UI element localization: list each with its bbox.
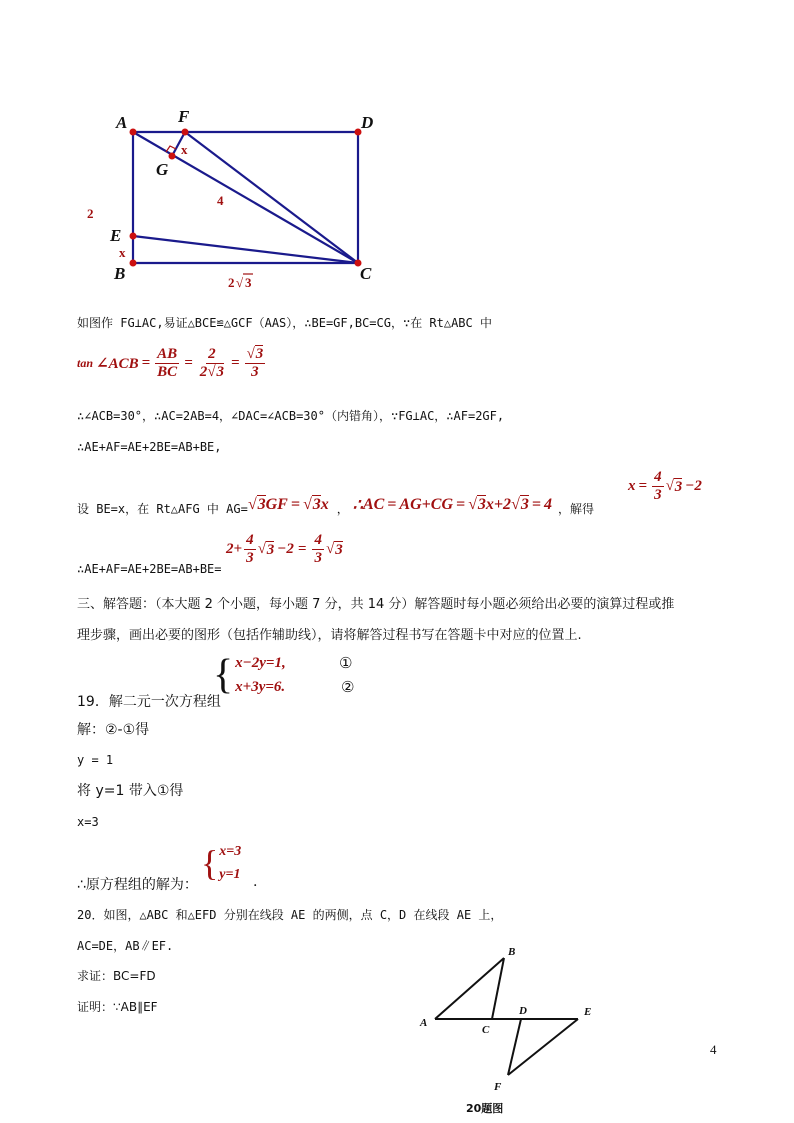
line-fg-perp: 如图作 FG⊥AC,易证△BCE≌△GCF（AAS），∴BE=GF,BC=CG，∵在 Rt△ABC 中 [77,316,492,330]
final-den2: 3 [314,550,322,566]
tan-frac2-den [198,364,226,380]
final-a: 2+ [226,541,243,557]
conclusion: ∴原方程组的解为： [77,877,198,893]
tan-eq1: = [141,355,151,371]
solution-eqs [219,840,241,886]
final-num1: 4 [246,532,254,548]
root-sign [468,496,477,514]
label-b: B [114,264,126,283]
system-brace: { [213,652,234,698]
label-e: E [110,226,122,245]
ag-rad2: 3 [312,496,321,513]
final-num2: 4 [314,532,322,548]
tan-frac3-den: 3 [251,364,259,380]
fig2-caption: 20题图 [466,1102,504,1115]
ac-x-plus: x+2 [485,495,512,513]
label-a: A [116,113,128,132]
fig2-label-b: B [508,946,516,958]
ac-eq1: = [387,495,397,513]
point-e [130,233,137,240]
final-expr [226,533,343,566]
q19-prompt: 19．解二元一次方程组 [77,694,221,710]
system-eq1: x−2y=1, [235,655,286,671]
solution-x: x=3 [219,844,242,859]
root-sign [303,496,312,514]
conclusion-period: . [253,874,258,890]
ag-expr [248,495,329,514]
sol-intro: 解：②-①得 [77,722,150,738]
root-sign [258,541,266,558]
section3-heading: 三、解答题：（本大题 2 个小题，每小题 7 分，共 14 分）解答题时每小题必须给出必要的演算过程或推 [77,597,675,612]
let-be-sep: ， [336,502,349,516]
tan-frac1-num: AB [157,346,178,362]
ag-x: x [320,495,329,513]
q20-prompt: 20．如图，△ABC 和△EFD 分别在线段 AE 的两侧，点 C，D 在线段 AE 上， [77,908,503,922]
tan-eq2: = [184,355,193,371]
tan-frac3-num [245,347,266,364]
let-be-post: ，解得 [557,502,594,516]
seg-ec [133,236,358,263]
solve-tail: −2 [685,478,702,494]
line-let-be [77,495,594,517]
label-f: F [178,107,190,126]
fig2-label-f: F [494,1081,502,1093]
system-eq2: x+3y=6. [235,679,286,695]
q20-proof: 证明：∵AB∥EF [77,1000,158,1014]
section3-instructions: 理步骤，画出必要的图形（包括作辅助线），请将解答过程书写在答题卡中对应的位置上. [77,628,582,643]
solution-y: y=1 [219,867,241,882]
final-rad1: 3 [266,541,275,558]
figure-rectangle [70,100,400,300]
label-g: G [156,160,169,179]
ac-lhs: AC [362,495,385,513]
tan-formula [77,347,267,380]
substitute: 将 y=1 带入①得 [77,783,184,799]
ac-expr [353,495,552,515]
ac-eq2: = [456,495,466,513]
system-mark2: ② [341,678,355,696]
ac-rhs: 4 [543,495,552,513]
measure-eb: x [119,245,126,260]
line-ae-af-2: ∴AE+AF=AE+2BE=AB+BE= [77,562,222,576]
root-sign [247,346,255,362]
equation-system [213,651,286,699]
solve-frac [652,470,664,503]
solve-eq: = [638,478,648,494]
tan-eq3: = [230,355,240,371]
solve-den: 3 [654,487,662,503]
ag-eq: = [290,495,300,513]
figure-q20 [410,940,610,1120]
fig2-label-e: E [584,1006,592,1018]
tan-frac2-rad: 3 [216,364,224,380]
system-eqs [235,651,286,699]
measure-ab: 2 [87,206,94,221]
final-eq: = [297,541,307,557]
seg-fc [185,132,358,263]
root-sign [326,541,334,558]
q20-given: AC=DE，AB∥EF. [77,939,174,953]
point-b [130,260,137,267]
measure-ag: x [181,142,188,157]
system-mark1: ① [339,654,353,672]
solve-rad: 3 [674,478,683,495]
measure-bc-coef: 2 [228,275,235,290]
x-result: x=3 [77,815,99,829]
y-result: y = 1 [77,753,114,767]
solution-brace: { [201,843,219,883]
tan-angle: ∠ACB [96,356,139,372]
fig2-label-c: C [482,1024,490,1036]
tan-frac2-coef: 2 [199,364,208,380]
solve-lhs: x [628,478,636,494]
tan-frac2-num: 2 [208,346,216,362]
measure-gc: 4 [217,193,224,208]
root-sign [248,496,257,514]
label-d: D [361,113,374,132]
ag-gf: GF [265,495,288,513]
fig2-label-a: A [420,1017,428,1029]
final-rad2: 3 [335,541,343,558]
line-ae-af-1: ∴AE+AF=AE+2BE=AB+BE, [77,440,222,454]
tan-frac-ab-bc [155,347,179,380]
label-c: C [360,264,372,283]
solve-num: 4 [654,469,662,485]
final-b: −2 [277,541,294,557]
final-den1: 3 [246,550,254,566]
measure-bc-root: √ [236,275,244,290]
ac-therefore: ∴ [352,496,363,514]
ag-rad: 3 [257,496,266,513]
point-g [169,153,176,160]
line-acb-30: ∴∠ACB=30°，∴AC=2AB=4，∠DAC=∠ACB=30°（内错角），∵FG⊥AC，∴AF=2GF, [77,409,505,423]
root-sign [666,478,674,495]
ac-rad: 3 [477,496,486,513]
fig2-label-d: D [519,1005,527,1017]
tan-prefix: tan [77,356,94,370]
measure-bc-rad: 3 [245,275,252,290]
final-frac2 [312,533,324,566]
tan-frac-2-2r3 [198,347,226,380]
root-sign [511,496,520,514]
point-a [130,129,137,136]
ac-mid: AG+CG [399,495,453,513]
q20-prove: 求证：BC=FD [77,969,156,983]
tan-frac3-rad: 3 [255,346,264,362]
point-f [182,129,189,136]
ac-eq3: = [531,495,541,513]
tan-frac1-den: BC [157,364,178,380]
solution-system [201,840,241,886]
ac-rad2: 3 [520,496,529,513]
tan-frac-r3-3 [245,347,266,380]
solve-expr [628,470,702,503]
let-be-text: 设 BE=x，在 Rt△AFG 中 AG= [77,502,248,516]
final-frac1 [244,533,256,566]
page-number: 4 [710,1042,717,1057]
